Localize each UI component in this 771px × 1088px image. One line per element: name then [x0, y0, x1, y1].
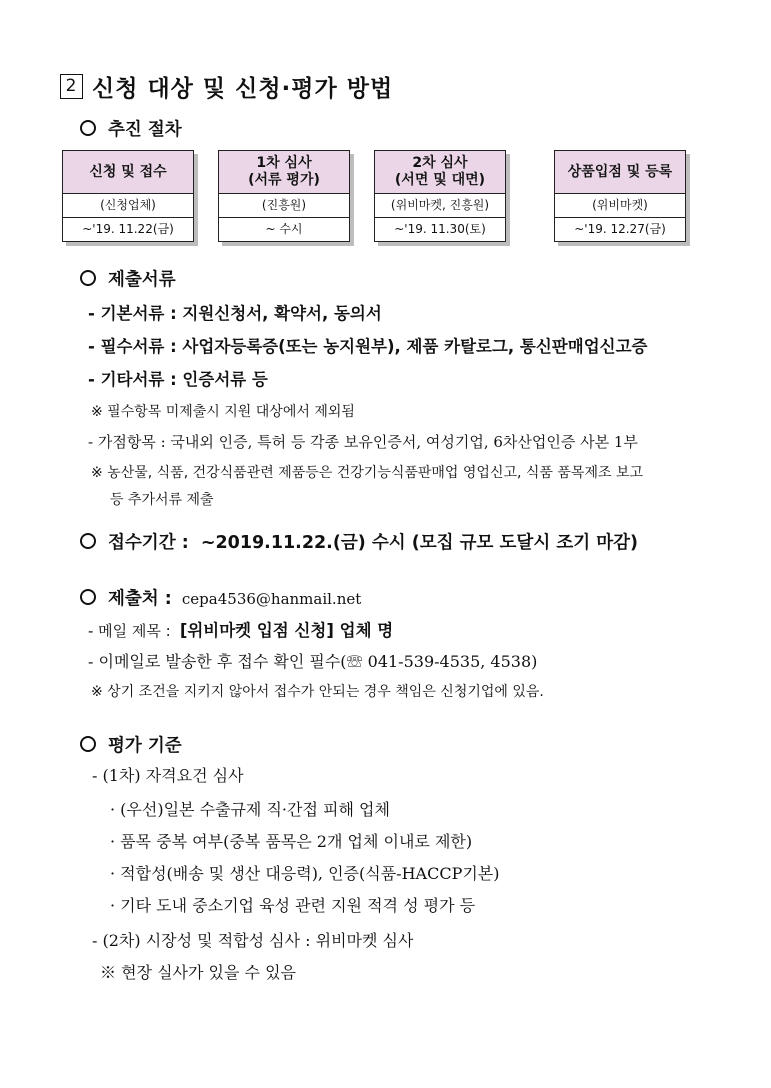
step-title-text: 2차 심사 (서면 및 대면) — [394, 155, 486, 188]
submit-heading: 제출처 : — [108, 589, 172, 609]
section-title — [60, 70, 393, 103]
circle-bullet-icon — [80, 270, 96, 286]
circle-bullet-icon — [80, 533, 96, 549]
mail-title-label: - 메일 제목 : — [88, 622, 171, 640]
process-step-3 — [374, 150, 506, 242]
step-title — [375, 151, 505, 194]
period-heading: 접수기간 : — [108, 533, 189, 553]
first-round: - (1차) 자격요건 심사 — [92, 766, 244, 785]
step-date: ~'19. 11.30(토) — [394, 222, 486, 236]
basic-documents: - 기본서류 : 지원신청서, 확약서, 동의서 — [88, 304, 382, 323]
criteria-item: · 품목 중복 여부(중복 품목은 2개 업체 이내로 제한) — [110, 832, 473, 851]
step-owner: (위비마켓, 진흥원) — [375, 194, 505, 218]
step-date: ~'19. 11.22(금) — [82, 222, 174, 236]
documents-heading — [80, 266, 176, 291]
additional-docs-note: ※ 농산물, 식품, 건강식품관련 제품등은 건강기능식품판매업 영업신고, 식품 품목제조 보고 — [91, 465, 643, 481]
section-number: 2 — [60, 74, 83, 99]
step-date: ~ 수시 — [265, 222, 303, 236]
other-documents: - 기타서류 : 인증서류 등 — [88, 370, 268, 389]
site-visit-note: ※ 현장 실사가 있을 수 있음 — [100, 963, 296, 982]
evaluation-heading-text: 평가 기준 — [108, 736, 182, 756]
process-step-1 — [62, 150, 194, 242]
step-title — [63, 151, 193, 194]
step-title — [219, 151, 349, 194]
step-date: ~'19. 12.27(금) — [574, 222, 666, 236]
period-line — [80, 529, 638, 554]
period-text: ~2019.11.22.(금) 수시 (모집 규모 도달시 조기 마감) — [200, 533, 639, 553]
step-title-text: 상품입점 및 등록 — [567, 163, 673, 180]
step-title-text: 1차 심사 (서류 평가) — [248, 155, 320, 188]
circle-bullet-icon — [80, 589, 96, 605]
circle-bullet-icon — [80, 736, 96, 752]
step-owner: (신청업체) — [63, 194, 193, 218]
exclusion-note: ※ 필수항목 미제출시 지원 대상에서 제외됨 — [91, 404, 355, 420]
second-round: - (2차) 시장성 및 적합성 심사 : 위비마켓 심사 — [92, 931, 414, 950]
additional-docs-note-cont: 등 추가서류 제출 — [110, 492, 214, 508]
process-step-2 — [218, 150, 350, 242]
documents-heading-text: 제출서류 — [108, 270, 176, 290]
confirm-line: - 이메일로 발송한 후 접수 확인 필수(☏ 041-539-4535, 4538) — [88, 652, 538, 671]
criteria-item: · 적합성(배송 및 생산 대응력), 인증(식품-HACCP기본) — [110, 864, 500, 883]
required-documents: - 필수서류 : 사업자등록증(또는 농지원부), 제품 카탈로그, 통신판매업신고증 — [88, 337, 648, 356]
step-owner: (진흥원) — [219, 194, 349, 218]
criteria-item: · (우선)일본 수출규제 직·간접 피해 업체 — [110, 800, 390, 819]
criteria-item: · 기타 도내 중소기업 육성 관련 지원 적격 성 평가 등 — [110, 896, 476, 915]
bonus-items: - 가점항목 : 국내외 인증, 특허 등 각종 보유인증서, 여성기업, 6차산업인증 사본 1부 — [88, 433, 638, 451]
step-title-text: 신청 및 접수 — [89, 163, 167, 180]
section-title-text: 신청 대상 및 신청·평가 방법 — [92, 76, 394, 102]
responsibility-note: ※ 상기 조건을 지키지 않아서 접수가 안되는 경우 책임은 신청기업에 있음. — [91, 684, 544, 700]
submit-line — [80, 585, 361, 610]
step-title — [555, 151, 685, 194]
mail-title-line — [88, 617, 393, 641]
evaluation-heading — [80, 732, 182, 757]
mail-title-value: [위비마켓 입점 신청] 업체 명 — [179, 621, 394, 640]
circle-bullet-icon — [80, 120, 96, 136]
process-step-4 — [554, 150, 686, 242]
step-owner: (위비마켓) — [555, 194, 685, 218]
submit-email[interactable]: cepa4536@hanmail.net — [181, 590, 362, 608]
process-heading-text: 추진 절차 — [108, 120, 182, 140]
process-heading — [80, 116, 182, 141]
